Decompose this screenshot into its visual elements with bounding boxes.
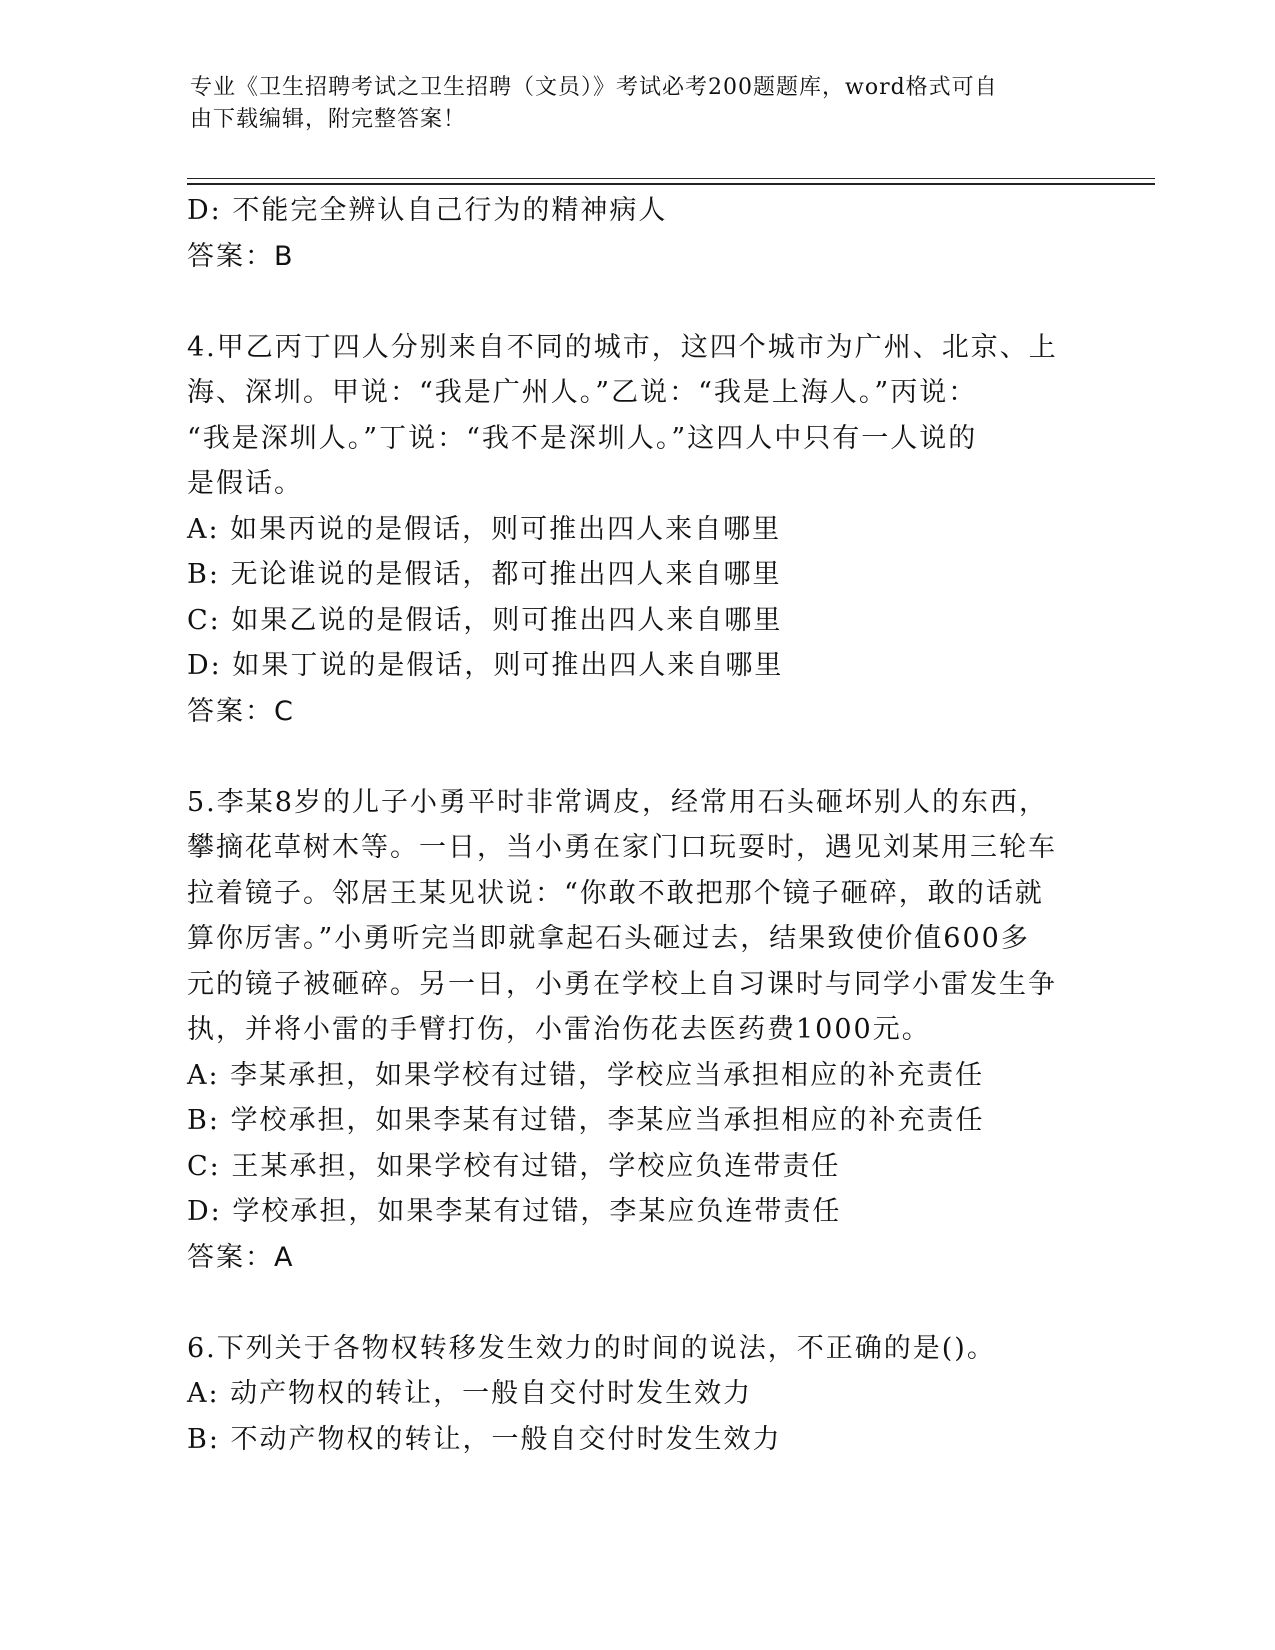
spacer <box>187 279 1067 325</box>
option-a: A: 动产物权的转让，一般自交付时发生效力 <box>187 1378 753 1409</box>
header-line-1: 专业《卫生招聘考试之卫生招聘（文员）》考试必考200题题库，word格式可自 <box>190 75 998 100</box>
document-body <box>187 188 1067 1462</box>
question-stem-line: 元的镜子被砸碎。另一日，小勇在学校上自习课时与同学小雷发生争 <box>187 968 1057 1000</box>
header-divider-thick <box>187 183 1155 185</box>
question-stem-line: 拉着镜子。邻居王某见状说：“你敢不敢把那个镜子砸碎，敢的话就 <box>187 877 1044 909</box>
header-line-2: 由下载编辑，附完整答案！ <box>190 107 467 132</box>
answer-line: 答案：A <box>187 1241 295 1273</box>
question-stem-line: 算你厉害。”小勇听完当即就拿起石头砸过去，结果致使价值600多 <box>187 923 1030 954</box>
option-c: C: 如果乙说的是假话，则可推出四人来自哪里 <box>187 604 783 636</box>
question-stem-line: 6.下列关于各物权转移发生效力的时间的说法，不正确的是()。 <box>187 1332 996 1364</box>
option-a: A: 李某承担，如果学校有过错，学校应当承担相应的补充责任 <box>187 1059 985 1091</box>
question-stem-line: 海、深圳。甲说：“我是广州人。”乙说：“我是上海人。”丙说： <box>187 377 978 408</box>
previous-question-tail <box>187 188 1067 279</box>
question-stem-line: 是假话。 <box>187 468 303 499</box>
question-stem-line: “我是深圳人。”丁说：“我不是深圳人。”这四人中只有一人说的 <box>187 422 978 454</box>
question-5 <box>187 780 1067 1281</box>
page-header <box>190 72 1070 136</box>
option-d: D: 不能完全辨认自己行为的精神病人 <box>187 195 668 226</box>
option-b: B: 学校承担，如果李某有过错，李某应当承担相应的补充责任 <box>187 1105 985 1136</box>
answer-line: 答案：C <box>187 695 295 727</box>
question-stem-line: 5.李某8岁的儿子小勇平时非常调皮，经常用石头砸坏别人的东西， <box>187 786 1048 818</box>
question-4 <box>187 325 1067 735</box>
question-stem-line: 攀摘花草树木等。一日，当小勇在家门口玩耍时，遇见刘某用三轮车 <box>187 832 1057 863</box>
option-b: B: 不动产物权的转让，一般自交付时发生效力 <box>187 1423 782 1455</box>
question-6 <box>187 1326 1067 1463</box>
question-stem-line: 执，并将小雷的手臂打伤，小雷治伤花去医药费1000元。 <box>187 1014 931 1045</box>
option-c: C: 王某承担，如果学校有过错，学校应负连带责任 <box>187 1150 841 1182</box>
spacer <box>187 734 1067 780</box>
option-b: B: 无论谁说的是假话，都可推出四人来自哪里 <box>187 559 782 590</box>
option-a: A: 如果丙说的是假话，则可推出四人来自哪里 <box>187 513 782 545</box>
spacer <box>187 1280 1067 1326</box>
header-divider-thin <box>187 178 1155 179</box>
question-stem-line: 4.甲乙丙丁四人分别来自不同的城市，这四个城市为广州、北京、上 <box>187 331 1058 363</box>
option-d: D: 学校承担，如果李某有过错，李某应负连带责任 <box>187 1196 842 1227</box>
option-d: D: 如果丁说的是假话，则可推出四人来自哪里 <box>187 650 784 681</box>
answer-line: 答案：B <box>187 240 295 272</box>
